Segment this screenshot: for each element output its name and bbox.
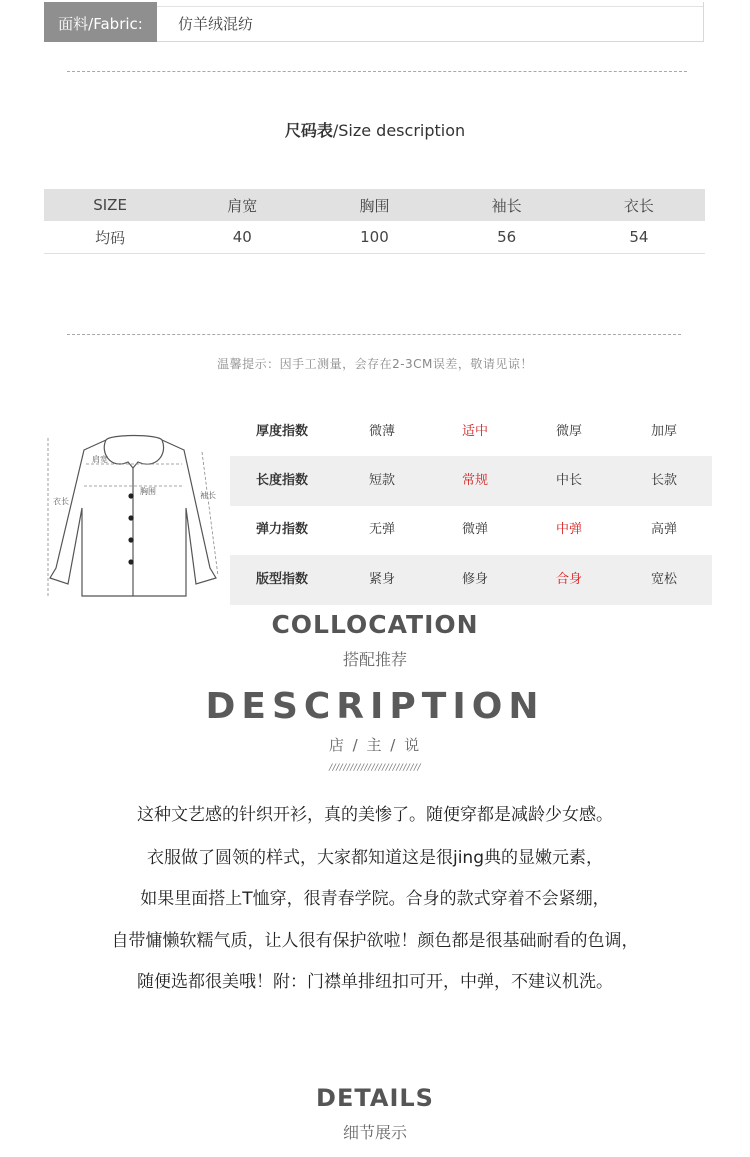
size-cell: 56 <box>441 221 573 254</box>
size-cell: 40 <box>176 221 308 254</box>
index-row-elasticity <box>230 505 712 555</box>
index-option: 无弹 <box>368 522 395 537</box>
description-line: 如果里面搭上T恤穿，很青春学院。合身的款式穿着不会紧绷， <box>140 889 610 909</box>
size-cell: 均码 <box>44 221 176 254</box>
size-header-cell: 肩宽 <box>176 189 308 221</box>
description-line: 这种文艺感的针织开衫，真的美惨了。随便穿都是减龄少女感。 <box>137 805 613 825</box>
index-label: 版型指数 <box>255 572 308 587</box>
size-table <box>44 189 705 254</box>
index-option: 微薄 <box>368 424 395 439</box>
description-subheading: 店 / 主 / 说 <box>328 736 422 754</box>
index-option: 加厚 <box>650 424 677 439</box>
size-cell: 100 <box>308 221 440 254</box>
index-option: 长款 <box>650 473 677 488</box>
diagram-label-chest: 胸围 <box>140 487 156 496</box>
index-option-selected: 中弹 <box>555 522 582 537</box>
index-option: 中长 <box>555 473 582 488</box>
index-option: 修身 <box>461 572 488 587</box>
index-option: 紧身 <box>368 572 395 587</box>
size-chart-title-bold: 尺码表 <box>284 121 333 140</box>
size-header-cell: 衣长 <box>573 189 705 221</box>
index-row-fit <box>230 555 712 605</box>
index-option: 宽松 <box>650 572 677 587</box>
fabric-label: 面料/Fabric: <box>44 2 157 42</box>
size-header-cell: 袖长 <box>441 189 573 221</box>
index-option: 高弹 <box>650 522 677 537</box>
size-header-cell: SIZE <box>44 189 176 221</box>
size-header-cell: 胸围 <box>308 189 440 221</box>
size-table-header <box>44 189 705 221</box>
index-label: 长度指数 <box>255 473 308 488</box>
garment-diagram <box>44 428 224 606</box>
index-row-length <box>230 456 712 506</box>
description-line: 衣服做了圆领的样式，大家都知道这是很jing典的显嫩元素， <box>146 848 603 868</box>
divider <box>67 71 687 72</box>
description-decoration: ////////////////////////// <box>329 763 421 773</box>
description-line: 随便选都很美哦！附：门襟单排纽扣可开，中弹，不建议机洗。 <box>137 972 613 992</box>
index-option: 微弹 <box>461 522 488 537</box>
index-option: 微厚 <box>555 424 582 439</box>
cardigan-outline-icon <box>44 428 224 606</box>
size-chart-title-rest: /Size description <box>332 121 466 140</box>
diagram-label-sleeve: 袖长 <box>200 491 216 500</box>
index-label: 弹力指数 <box>255 522 308 537</box>
diagram-label-length: 衣长 <box>53 497 69 506</box>
measurement-tip: 温馨提示：因手工测量，会存在2-3CM误差，敬请见谅！ <box>217 357 533 371</box>
table-row <box>44 221 705 254</box>
size-cell: 54 <box>573 221 705 254</box>
index-option-selected: 常规 <box>461 473 488 488</box>
details-heading: DETAILS <box>316 1084 434 1112</box>
index-option-selected: 合身 <box>555 572 582 587</box>
description-line: 自带慵懒软糯气质，让人很有保护欲啦！颜色都是很基础耐看的色调， <box>111 931 639 951</box>
index-option: 短款 <box>368 473 395 488</box>
fabric-value: 仿羊绒混纺 <box>178 15 254 33</box>
collocation-subheading: 搭配推荐 <box>342 650 407 669</box>
index-row-thickness <box>230 407 712 457</box>
details-subheading: 细节展示 <box>342 1123 407 1142</box>
collocation-heading: COLLOCATION <box>271 610 479 639</box>
index-option-selected: 适中 <box>461 424 488 439</box>
size-chart-title <box>0 118 750 141</box>
description-heading: DESCRIPTION <box>205 686 545 727</box>
diagram-label-shoulder: 肩宽 <box>92 455 108 464</box>
index-label: 厚度指数 <box>255 424 308 439</box>
divider <box>67 334 681 335</box>
